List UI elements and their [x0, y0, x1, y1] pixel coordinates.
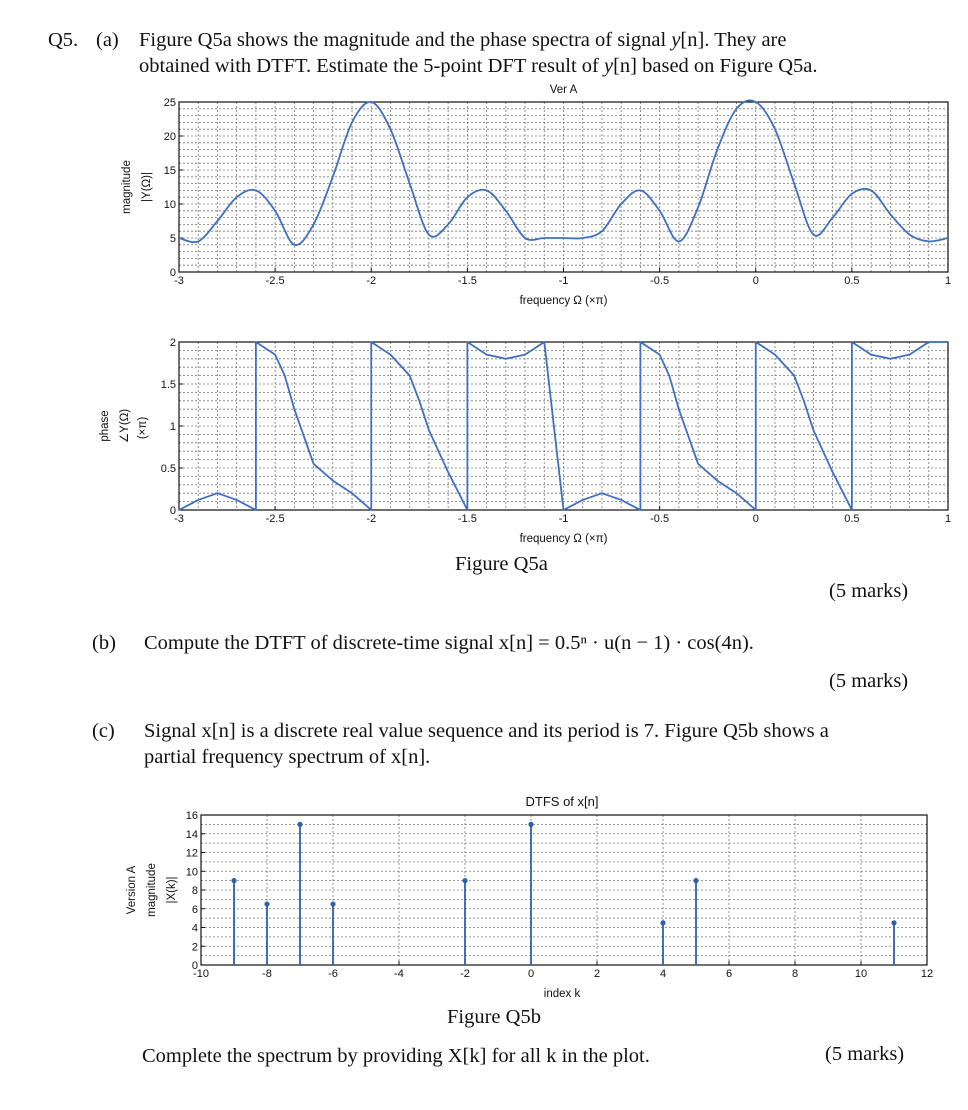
chart-title: Ver A: [549, 84, 578, 96]
x-tick-label: 8: [791, 968, 799, 980]
y-axis-label: Version A: [126, 865, 138, 915]
y-tick-label: 1.5: [160, 379, 176, 391]
stem-marker: [528, 822, 533, 827]
x-axis-label: frequency Ω (×π): [519, 295, 608, 307]
y-tick-label: 0: [169, 267, 176, 279]
y-axis-label: magnitude: [121, 160, 133, 214]
x-axis-label: index k: [543, 988, 581, 1000]
chart-title: DTFS of x[n]: [525, 794, 599, 809]
y-tick-label: 8: [191, 885, 198, 897]
part-c-marks: (5 marks): [825, 1043, 905, 1065]
x-tick-label: 0: [752, 275, 759, 287]
y-axis-label: ∠Y(Ω): [119, 408, 131, 444]
y-tick-label: 1: [169, 421, 176, 433]
x-tick-label: 2: [593, 968, 601, 980]
question-number: Q5.: [48, 29, 79, 51]
y-axis-label: phase: [99, 410, 111, 442]
y-tick-label: 10: [185, 866, 198, 879]
y-tick-label: 15: [163, 165, 176, 177]
part-b-marks: (5 marks): [829, 670, 909, 692]
x-tick-label: -2: [460, 968, 470, 980]
part-c-line2: partial frequency spectrum of x[n].: [144, 746, 431, 768]
y-tick-label: 12: [185, 847, 198, 860]
x-tick-label: -2.5: [265, 275, 285, 287]
x-tick-label: 1: [944, 513, 952, 525]
part-b-signal: x[n] = 0.5ⁿ · u(n − 1) · cos(4n).: [498, 632, 754, 654]
y-tick-label: 4: [191, 922, 198, 935]
stem-marker: [330, 901, 335, 906]
y-axis-label: |X(k)|: [166, 876, 178, 904]
part-b-text: Compute the DTFT of discrete-time signal x[n] = 0.5ⁿ · u(n − 1) · cos(4n).: [144, 632, 754, 654]
stem-marker: [660, 920, 665, 925]
figure-q5b-caption: Figure Q5b: [447, 1006, 541, 1028]
figure-q5a-caption: Figure Q5a: [455, 553, 548, 575]
x-tick-label: -0.5: [650, 275, 670, 287]
y-tick-label: 14: [185, 828, 198, 841]
part-a-line2: obtained with DTFT. Estimate the 5-point DFT result of y[n] based on Figure Q5a.: [139, 55, 818, 77]
x-tick-label: -3: [174, 275, 184, 287]
x-tick-label: -2: [366, 513, 377, 525]
stem-marker: [264, 901, 269, 906]
x-axis-label: frequency Ω (×π): [519, 533, 608, 545]
y-tick-label: 25: [163, 97, 176, 109]
stem-marker: [891, 920, 896, 925]
x-tick-label: -4: [394, 968, 404, 980]
part-c-label: (c): [92, 720, 115, 742]
y-tick-label: 2: [191, 941, 198, 954]
x-tick-label: -1: [558, 513, 569, 525]
y-tick-label: 0: [191, 960, 198, 972]
x-tick-label: -3: [174, 513, 184, 525]
x-tick-label: -1.5: [457, 275, 477, 287]
x-tick-label: -6: [328, 968, 338, 980]
part-c-footer: Complete the spectrum by providing X[k] for all k in the plot.: [142, 1045, 650, 1067]
y-axis-label: |Y(Ω)|: [141, 172, 153, 202]
y-tick-label: 5: [169, 233, 176, 245]
y-tick-label: 0: [169, 505, 176, 517]
stem-marker: [231, 878, 236, 883]
phase-chart: [0, 330, 968, 560]
x-tick-label: -2: [366, 275, 377, 287]
x-tick-label: 12: [920, 968, 934, 980]
part-b-label: (b): [92, 632, 116, 654]
x-tick-label: -2.5: [265, 513, 285, 525]
part-a-marks: (5 marks): [829, 580, 909, 602]
x-tick-label: 0.5: [844, 513, 860, 525]
y-tick-label: 6: [191, 903, 198, 916]
x-tick-label: -0.5: [650, 513, 670, 525]
part-c-line1: Signal x[n] is a discrete real value sequence and its period is 7. Figure Q5b shows a: [144, 720, 829, 742]
y-tick-label: 16: [185, 810, 198, 822]
x-tick-label: 10: [854, 968, 868, 980]
stem-marker: [693, 878, 698, 883]
x-tick-label: 0.5: [844, 275, 860, 287]
x-tick-label: 0: [752, 513, 759, 525]
stem-marker: [462, 878, 467, 883]
stem-marker: [297, 822, 302, 827]
part-a-line1: Figure Q5a shows the magnitude and the phase spectra of signal y[n]. They are: [139, 29, 787, 51]
x-tick-label: 6: [725, 968, 733, 980]
y-tick-label: 2: [169, 337, 176, 349]
y-tick-label: 10: [163, 199, 176, 211]
x-tick-label: 1: [944, 275, 952, 287]
y-tick-label: 20: [163, 131, 176, 143]
dtfs-chart: [0, 785, 968, 1005]
x-tick-label: -1.5: [457, 513, 477, 525]
x-tick-label: 4: [659, 968, 667, 980]
x-tick-label: 0: [527, 968, 535, 980]
part-a-label: (a): [96, 29, 119, 51]
y-tick-label: 0.5: [160, 463, 176, 475]
y-axis-label: (×π): [137, 416, 149, 440]
x-tick-label: -8: [262, 968, 272, 980]
x-tick-label: -1: [558, 275, 569, 287]
x-tick-label: -10: [193, 968, 209, 980]
y-axis-label: magnitude: [146, 863, 158, 917]
